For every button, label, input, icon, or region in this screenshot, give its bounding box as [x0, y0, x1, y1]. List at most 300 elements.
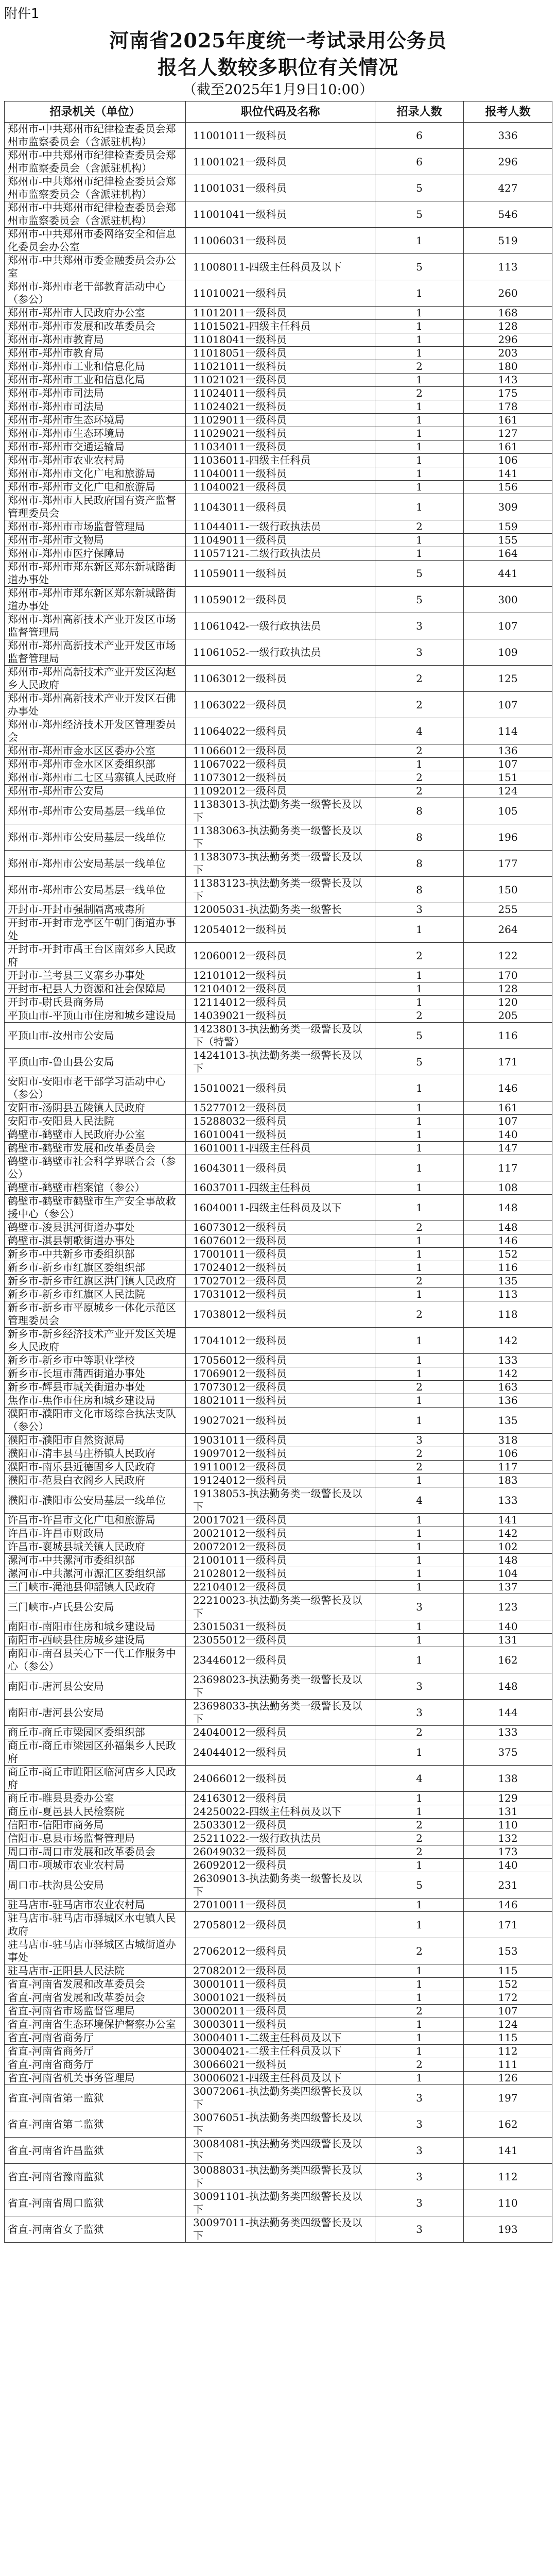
- quota-cell: 4: [375, 1487, 464, 1514]
- applicants-cell: 116: [464, 1261, 552, 1275]
- quota-cell: 1: [375, 1527, 464, 1540]
- position-cell: 11063012一级科员: [186, 666, 375, 692]
- applicants-cell: 156: [464, 481, 552, 494]
- table-row: [5, 1859, 552, 1872]
- applicants-cell: 375: [464, 1739, 552, 1766]
- position-cell: 11044011-一级行政执法员: [186, 520, 375, 534]
- table-row: [5, 427, 552, 440]
- unit-cell: 商丘市-商丘市梁园区委组织部: [5, 1726, 186, 1739]
- table-row: [5, 1594, 552, 1620]
- quota-cell: 1: [375, 1805, 464, 1819]
- quota-cell: 3: [375, 903, 464, 917]
- unit-cell: 安阳市-安阳市老干部学习活动中心（参公）: [5, 1075, 186, 1101]
- applicants-cell: 205: [464, 1009, 552, 1023]
- applicants-cell: 163: [464, 1381, 552, 1394]
- position-cell: 16043011一级科员: [186, 1155, 375, 1181]
- applicants-cell: 124: [464, 2018, 552, 2031]
- table-row: [5, 1726, 552, 1739]
- table-row: [5, 1845, 552, 1859]
- table-row: [5, 982, 552, 996]
- quota-cell: 2: [375, 943, 464, 969]
- position-cell: 11018041一级科员: [186, 333, 375, 347]
- table-row: [5, 1964, 552, 1978]
- position-cell: 26309013-执法勤务类一级警长及以下: [186, 1872, 375, 1899]
- position-cell: 17001011一级科员: [186, 1248, 375, 1261]
- position-cell: 11063022一级科员: [186, 692, 375, 718]
- unit-cell: 南阳市-南阳市住房和城乡建设局: [5, 1620, 186, 1634]
- applicants-cell: 161: [464, 1101, 552, 1115]
- quota-cell: 1: [375, 454, 464, 467]
- quota-cell: 3: [375, 1673, 464, 1700]
- table-row: [5, 1634, 552, 1647]
- unit-cell: 郑州市-郑州市公安局基层一线单位: [5, 824, 186, 851]
- position-cell: 19027021一级科员: [186, 1408, 375, 1434]
- unit-cell: 郑州市-郑州市司法局: [5, 387, 186, 400]
- quota-cell: 1: [375, 1367, 464, 1381]
- table-row: [5, 149, 552, 175]
- applicants-cell: 140: [464, 1620, 552, 1634]
- position-cell: 11383073-执法勤务类一级警长及以下: [186, 851, 375, 877]
- position-cell: 30088031-执法勤务类四级警长及以下: [186, 2164, 375, 2190]
- applicants-cell: 135: [464, 1275, 552, 1288]
- applicants-cell: 150: [464, 877, 552, 903]
- unit-cell: 省直-河南省豫南监狱: [5, 2164, 186, 2190]
- position-cell: 11029021一级科员: [186, 427, 375, 440]
- quota-cell: 1: [375, 427, 464, 440]
- table-row: [5, 1301, 552, 1328]
- quota-cell: 1: [375, 917, 464, 943]
- applicants-cell: 126: [464, 2072, 552, 2085]
- unit-cell: 省直-河南省发展和改革委员会: [5, 1991, 186, 2005]
- unit-cell: 濮阳市-清丰县马庄桥镇人民政府: [5, 1447, 186, 1461]
- unit-cell: 鹤壁市-鹤壁市发展和改革委员会: [5, 1142, 186, 1155]
- unit-cell: 开封市-杞县人力资源和社会保障局: [5, 982, 186, 996]
- unit-cell: 郑州市-中共郑州市纪律检查委员会郑州市监察委员会（含派驻机构）: [5, 149, 186, 175]
- applicants-cell: 168: [464, 307, 552, 320]
- table-row: [5, 744, 552, 758]
- page-title-second-line: 报名人数较多职位有关情况: [157, 56, 398, 79]
- position-cell: 15288032一级科员: [186, 1115, 375, 1128]
- unit-cell: 漯河市-中共漯河市委组织部: [5, 1554, 186, 1567]
- unit-cell: 郑州市-郑州高新技术产业开发区石佛办事处: [5, 692, 186, 718]
- position-cell: 30072061-执法勤务类四级警长及以下: [186, 2085, 375, 2111]
- position-cell: 11001031一级科员: [186, 175, 375, 201]
- position-cell: 19097012一级科员: [186, 1447, 375, 1461]
- quota-cell: 1: [375, 982, 464, 996]
- unit-cell: 濮阳市-濮阳市自然资源局: [5, 1434, 186, 1447]
- position-cell: 12114012一级科员: [186, 996, 375, 1009]
- positions-table: [4, 101, 552, 2243]
- quota-cell: 1: [375, 414, 464, 427]
- unit-cell: 驻马店市-驻马店市驿城区水屯镇人民政府: [5, 1912, 186, 1938]
- quota-cell: 5: [375, 587, 464, 613]
- table-row: [5, 387, 552, 400]
- table-row: [5, 1912, 552, 1938]
- table-row: [5, 2072, 552, 2085]
- position-cell: 11383063-执法勤务类一级警长及以下: [186, 824, 375, 851]
- table-row: [5, 613, 552, 639]
- applicants-cell: 143: [464, 374, 552, 387]
- table-row: [5, 374, 552, 387]
- unit-cell: 郑州市-郑州市人民政府国有资产监督管理委员会: [5, 494, 186, 520]
- applicants-cell: 146: [464, 1234, 552, 1248]
- applicants-cell: 546: [464, 201, 552, 228]
- unit-cell: 许昌市-许昌市财政局: [5, 1527, 186, 1540]
- quota-cell: 1: [375, 1394, 464, 1408]
- quota-cell: 8: [375, 824, 464, 851]
- table-row: [5, 400, 552, 414]
- position-cell: 22210023-执法勤务类一级警长及以下: [186, 1594, 375, 1620]
- table-row: [5, 2045, 552, 2058]
- table-row: [5, 1991, 552, 2005]
- quota-cell: 1: [375, 2072, 464, 2085]
- applicants-cell: 116: [464, 1023, 552, 1049]
- applicants-cell: 152: [464, 1978, 552, 1991]
- position-cell: 30004011-二级主任科员及以下: [186, 2031, 375, 2045]
- unit-cell: 南阳市-西峡县住房城乡建设局: [5, 1634, 186, 1647]
- table-row: [5, 1261, 552, 1275]
- applicants-cell: 107: [464, 758, 552, 771]
- quota-cell: 1: [375, 2031, 464, 2045]
- position-cell: 23015031一级科员: [186, 1620, 375, 1634]
- unit-cell: 郑州市-郑州市市场监督管理局: [5, 520, 186, 534]
- unit-cell: 焦作市-焦作市住房和城乡建设局: [5, 1394, 186, 1408]
- applicants-cell: 148: [464, 1195, 552, 1221]
- unit-cell: 郑州市-郑州高新技术产业开发区市场监督管理局: [5, 639, 186, 666]
- quota-cell: 3: [375, 2164, 464, 2190]
- table-row: [5, 1049, 552, 1075]
- position-cell: 27062012一级科员: [186, 1938, 375, 1964]
- position-cell: 27010011一级科员: [186, 1899, 375, 1912]
- table-row: [5, 798, 552, 824]
- applicants-cell: 197: [464, 2085, 552, 2111]
- position-cell: 25033012一级科员: [186, 1819, 375, 1832]
- table-row: [5, 1288, 552, 1301]
- applicants-cell: 148: [464, 1554, 552, 1567]
- unit-cell: 郑州市-郑州市文物局: [5, 534, 186, 547]
- table-row: [5, 2111, 552, 2138]
- position-cell: 14238013-执法勤务类一级警长及以下（特警）: [186, 1023, 375, 1049]
- quota-cell: 8: [375, 877, 464, 903]
- table-row: [5, 1567, 552, 1581]
- table-row: [5, 1527, 552, 1540]
- quota-cell: 1: [375, 758, 464, 771]
- unit-cell: 郑州市-郑州市司法局: [5, 400, 186, 414]
- unit-cell: 平顶山市-平顶山市住房和城乡建设局: [5, 1009, 186, 1023]
- quota-cell: 1: [375, 534, 464, 547]
- position-cell: 17073012一级科员: [186, 1381, 375, 1394]
- position-cell: 16037011-四级主任科员: [186, 1181, 375, 1195]
- table-row: [5, 254, 552, 280]
- unit-cell: 省直-河南省机关事务管理局: [5, 2072, 186, 2085]
- quota-cell: 1: [375, 481, 464, 494]
- applicants-cell: 172: [464, 1991, 552, 2005]
- table-row: [5, 2058, 552, 2072]
- quota-cell: 2: [375, 387, 464, 400]
- position-cell: 11040011一级科员: [186, 467, 375, 481]
- table-row: [5, 877, 552, 903]
- applicants-cell: 309: [464, 494, 552, 520]
- quota-cell: 1: [375, 1514, 464, 1527]
- applicants-cell: 133: [464, 1487, 552, 1514]
- unit-cell: 新乡市-新乡市红旗区委组织部: [5, 1261, 186, 1275]
- unit-cell: 省直-河南省周口监狱: [5, 2190, 186, 2216]
- unit-cell: 濮阳市-范县白衣阁乡人民政府: [5, 1474, 186, 1487]
- unit-cell: 郑州市-郑州市交通运输局: [5, 440, 186, 454]
- table-row: [5, 943, 552, 969]
- quota-cell: 2: [375, 2005, 464, 2018]
- unit-cell: 南阳市-唐河县公安局: [5, 1673, 186, 1700]
- quota-cell: 1: [375, 400, 464, 414]
- applicants-cell: 129: [464, 1792, 552, 1805]
- quota-cell: 2: [375, 520, 464, 534]
- unit-cell: 省直-河南省女子监狱: [5, 2216, 186, 2243]
- unit-cell: 郑州市-郑州市生态环境局: [5, 414, 186, 427]
- unit-cell: 郑州市-郑州市工业和信息化局: [5, 374, 186, 387]
- quota-cell: 1: [375, 1978, 464, 1991]
- unit-cell: 鹤壁市-鹤壁市社会科学界联合会（参公）: [5, 1155, 186, 1181]
- position-cell: 30001011一级科员: [186, 1978, 375, 1991]
- unit-cell: 郑州市-郑州市金水区区委办公室: [5, 744, 186, 758]
- unit-cell: 新乡市-新乡经济技术产业开发区关堤乡人民政府: [5, 1328, 186, 1354]
- position-cell: 30084081-执法勤务类四级警长及以下: [186, 2138, 375, 2164]
- table-row: [5, 175, 552, 201]
- applicants-cell: 142: [464, 1328, 552, 1354]
- applicants-cell: 111: [464, 2058, 552, 2072]
- quota-cell: 1: [375, 1181, 464, 1195]
- quota-cell: 1: [375, 1540, 464, 1554]
- quota-cell: 5: [375, 561, 464, 587]
- position-cell: 20072012一级科员: [186, 1540, 375, 1554]
- quota-cell: 2: [375, 1381, 464, 1394]
- applicants-cell: 153: [464, 1938, 552, 1964]
- applicants-cell: 117: [464, 1155, 552, 1181]
- position-cell: 30066021一级科员: [186, 2058, 375, 2072]
- table-row: [5, 1620, 552, 1634]
- quota-cell: 1: [375, 969, 464, 982]
- position-cell: 17027012一级科员: [186, 1275, 375, 1288]
- position-cell: 22104012一级科员: [186, 1581, 375, 1594]
- applicants-cell: 113: [464, 1288, 552, 1301]
- applicants-cell: 164: [464, 547, 552, 561]
- unit-cell: 驻马店市-驻马店市驿城区古城街道办事处: [5, 1938, 186, 1964]
- position-cell: 21001011一级科员: [186, 1554, 375, 1567]
- applicants-cell: 147: [464, 1142, 552, 1155]
- unit-cell: 省直-河南省第一监狱: [5, 2085, 186, 2111]
- quota-cell: 2: [375, 666, 464, 692]
- table-row: [5, 1354, 552, 1367]
- quota-cell: 2: [375, 1221, 464, 1234]
- unit-cell: 信阳市-息县市场监督管理局: [5, 1832, 186, 1845]
- position-cell: 11012011一级科员: [186, 307, 375, 320]
- position-cell: 21028012一级科员: [186, 1567, 375, 1581]
- unit-cell: 郑州市-郑州市文化广电和旅游局: [5, 481, 186, 494]
- applicants-cell: 136: [464, 1394, 552, 1408]
- applicants-cell: 132: [464, 1832, 552, 1845]
- table-row: [5, 454, 552, 467]
- applicants-cell: 106: [464, 1447, 552, 1461]
- unit-cell: 三门峡市-卢氏县公安局: [5, 1594, 186, 1620]
- applicants-cell: 128: [464, 320, 552, 333]
- applicants-cell: 112: [464, 2045, 552, 2058]
- table-row: [5, 1155, 552, 1181]
- position-cell: 30002011一级科员: [186, 2005, 375, 2018]
- quota-cell: 1: [375, 1554, 464, 1567]
- position-cell: 23698023-执法勤务类一级警长及以下: [186, 1673, 375, 1700]
- position-cell: 30001021一级科员: [186, 1991, 375, 2005]
- position-cell: 24066012一级科员: [186, 1766, 375, 1792]
- table-row: [5, 1381, 552, 1394]
- position-cell: 16010011-四级主任科员: [186, 1142, 375, 1155]
- unit-cell: 濮阳市-濮阳市文化市场综合执法支队（参公）: [5, 1408, 186, 1434]
- applicants-cell: 140: [464, 1859, 552, 1872]
- unit-cell: 郑州市-郑州市公安局: [5, 785, 186, 798]
- applicants-cell: 110: [464, 1819, 552, 1832]
- applicants-cell: 102: [464, 1540, 552, 1554]
- applicants-cell: 141: [464, 467, 552, 481]
- quota-cell: 1: [375, 1408, 464, 1434]
- applicants-cell: 148: [464, 1221, 552, 1234]
- position-cell: 24040012一级科员: [186, 1726, 375, 1739]
- table-row: [5, 2085, 552, 2111]
- quota-cell: 2: [375, 1726, 464, 1739]
- quota-cell: 5: [375, 175, 464, 201]
- unit-cell: 周口市-周口市发展和改革委员会: [5, 1845, 186, 1859]
- page-title: 河南省2025年度统一考试录用公务员: [109, 29, 447, 52]
- unit-cell: 郑州市-中共郑州市委网络安全和信息化委员会办公室: [5, 228, 186, 254]
- table-row: [5, 1434, 552, 1447]
- table-row: [5, 1023, 552, 1049]
- quota-cell: 1: [375, 2045, 464, 2058]
- table-row: [5, 1181, 552, 1195]
- unit-cell: 商丘市-夏邑县人民检察院: [5, 1805, 186, 1819]
- quota-cell: 2: [375, 1845, 464, 1859]
- unit-cell: 漯河市-中共漯河市源汇区委组织部: [5, 1567, 186, 1581]
- quota-cell: 1: [375, 1155, 464, 1181]
- unit-cell: 鹤壁市-浚县淇河街道办事处: [5, 1221, 186, 1234]
- position-cell: 11061052-一级行政执法员: [186, 639, 375, 666]
- applicants-cell: 196: [464, 824, 552, 851]
- quota-cell: 2: [375, 1819, 464, 1832]
- unit-cell: 郑州市-郑州市公安局基层一线单位: [5, 798, 186, 824]
- position-cell: 15277012一级科员: [186, 1101, 375, 1115]
- table-row: [5, 718, 552, 744]
- quota-cell: 3: [375, 2216, 464, 2243]
- applicants-cell: 115: [464, 2031, 552, 2045]
- quota-cell: 1: [375, 1620, 464, 1634]
- applicants-cell: 260: [464, 280, 552, 307]
- table-row: [5, 2018, 552, 2031]
- table-row: [5, 2216, 552, 2243]
- quota-cell: 3: [375, 1594, 464, 1620]
- applicants-cell: 105: [464, 798, 552, 824]
- unit-cell: 郑州市-郑州市文化广电和旅游局: [5, 467, 186, 481]
- position-cell: 11021021一级科员: [186, 374, 375, 387]
- table-body: [5, 123, 552, 2243]
- column-header-position: 职位代码及名称: [186, 101, 375, 123]
- position-cell: 11383013-执法勤务类一级警长及以下: [186, 798, 375, 824]
- quota-cell: 1: [375, 1581, 464, 1594]
- position-cell: 30076051-执法勤务类四级警长及以下: [186, 2111, 375, 2138]
- quota-cell: 1: [375, 996, 464, 1009]
- applicants-cell: 296: [464, 149, 552, 175]
- applicants-cell: 161: [464, 440, 552, 454]
- quota-cell: 3: [375, 613, 464, 639]
- table-row: [5, 520, 552, 534]
- quota-cell: 1: [375, 1075, 464, 1101]
- applicants-cell: 162: [464, 1647, 552, 1673]
- unit-cell: 鹤壁市-鹤壁市人民政府办公室: [5, 1128, 186, 1142]
- quota-cell: 1: [375, 1354, 464, 1367]
- applicants-cell: 178: [464, 400, 552, 414]
- quota-cell: 3: [375, 2111, 464, 2138]
- unit-cell: 省直-河南省商务厅: [5, 2045, 186, 2058]
- position-cell: 20021012一级科员: [186, 1527, 375, 1540]
- quota-cell: 1: [375, 333, 464, 347]
- applicants-cell: 161: [464, 414, 552, 427]
- position-cell: 11015021-四级主任科员: [186, 320, 375, 333]
- unit-cell: 郑州市-中共郑州市纪律检查委员会郑州市监察委员会（含派驻机构）: [5, 123, 186, 149]
- table-row: [5, 1700, 552, 1726]
- applicants-cell: 300: [464, 587, 552, 613]
- table-row: [5, 1075, 552, 1101]
- table-row: [5, 1805, 552, 1819]
- position-cell: 30003011一级科员: [186, 2018, 375, 2031]
- table-row: [5, 1328, 552, 1354]
- applicants-cell: 296: [464, 333, 552, 347]
- unit-cell: 南阳市-南召县关心下一代工作服务中心（参公）: [5, 1647, 186, 1673]
- table-row: [5, 228, 552, 254]
- table-row: [5, 320, 552, 333]
- applicants-cell: 146: [464, 1075, 552, 1101]
- table-row: [5, 1275, 552, 1288]
- quota-cell: 1: [375, 1991, 464, 2005]
- applicants-cell: 231: [464, 1872, 552, 1899]
- quota-cell: 6: [375, 123, 464, 149]
- unit-cell: 省直-河南省第二监狱: [5, 2111, 186, 2138]
- position-cell: 11067022一级科员: [186, 758, 375, 771]
- unit-cell: 郑州市-郑州市发展和改革委员会: [5, 320, 186, 333]
- table-row: [5, 2005, 552, 2018]
- unit-cell: 新乡市-辉县市城关街道办事处: [5, 1381, 186, 1394]
- quota-cell: 1: [375, 1101, 464, 1115]
- position-cell: 11029011一级科员: [186, 414, 375, 427]
- table-row: [5, 1474, 552, 1487]
- table-row: [5, 1872, 552, 1899]
- unit-cell: 郑州市-郑州市教育局: [5, 333, 186, 347]
- unit-cell: 郑州市-中共郑州市纪律检查委员会郑州市监察委员会（含派驻机构）: [5, 201, 186, 228]
- applicants-cell: 138: [464, 1766, 552, 1792]
- position-cell: 19110012一级科员: [186, 1461, 375, 1474]
- unit-cell: 驻马店市-正阳县人民法院: [5, 1964, 186, 1978]
- position-cell: 11001041一级科员: [186, 201, 375, 228]
- quota-cell: 2: [375, 692, 464, 718]
- unit-cell: 三门峡市-渑池县仰韶镇人民政府: [5, 1581, 186, 1594]
- quota-cell: 1: [375, 1115, 464, 1128]
- applicants-cell: 170: [464, 969, 552, 982]
- applicants-cell: 141: [464, 1514, 552, 1527]
- position-cell: 12060012一级科员: [186, 943, 375, 969]
- table-row: [5, 917, 552, 943]
- quota-cell: 1: [375, 1912, 464, 1938]
- unit-cell: 省直-河南省商务厅: [5, 2058, 186, 2072]
- table-row: [5, 1195, 552, 1221]
- unit-cell: 郑州市-郑州市人民政府办公室: [5, 307, 186, 320]
- quota-cell: 1: [375, 1128, 464, 1142]
- quota-cell: 1: [375, 228, 464, 254]
- quota-cell: 1: [375, 2018, 464, 2031]
- column-header-applicants: 报考人数: [464, 101, 552, 123]
